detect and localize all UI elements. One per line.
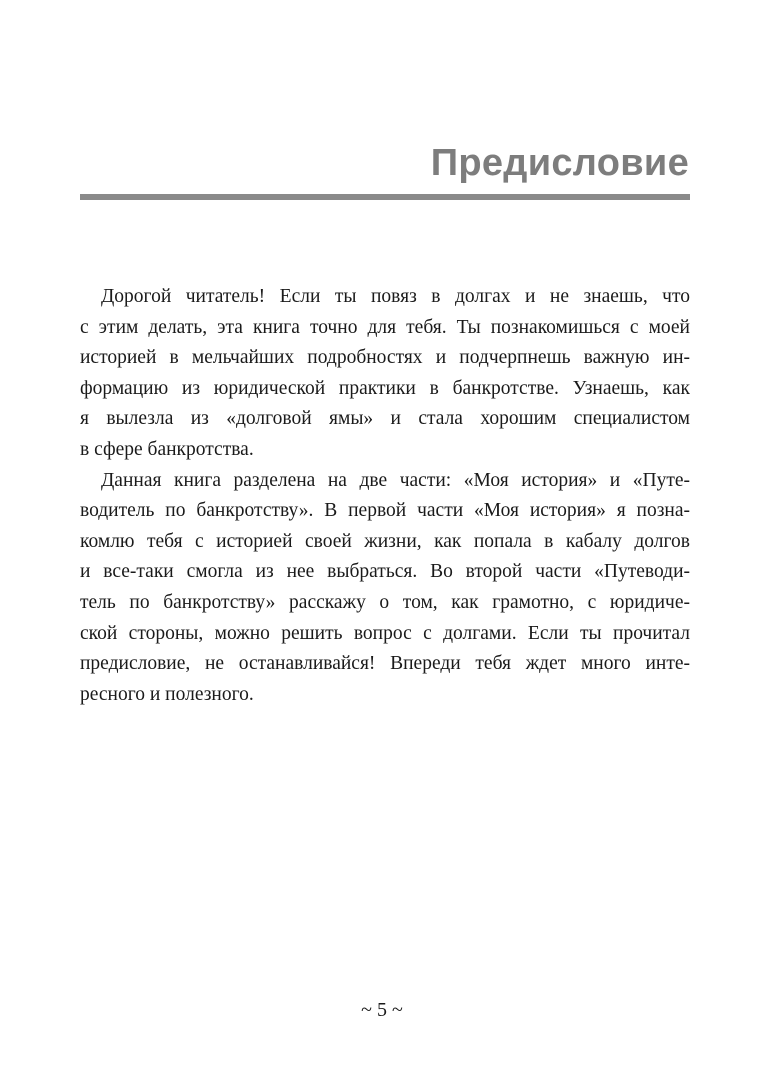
- text-line: историей в мельчайших подробностях и подчерпнешь важную ин-: [80, 347, 690, 369]
- text-line: Данная книга разделена на две части: «Моя история» и «Путе-: [101, 469, 690, 491]
- text-line: комлю тебя с историей своей жизни, как попала в кабалу долгов: [80, 530, 690, 552]
- text-line: тель по банкротству» расскажу о том, как грамотно, с юридиче-: [80, 591, 690, 613]
- text-line: в сфере банкротства.: [80, 438, 254, 460]
- paragraph-2: [80, 466, 690, 711]
- text-line: Дорогой читатель! Если ты повяз в долгах и не знаешь, что: [101, 286, 690, 307]
- text-line: ской стороны, можно решить вопрос с долгами. Если ты прочитал: [80, 622, 690, 644]
- text-line: формацию из юридической практики в банкротстве. Узнаешь, как: [80, 377, 690, 399]
- text-line: водитель по банкротству». В первой части «Моя история» я позна-: [80, 500, 690, 522]
- title-rule: [80, 194, 690, 200]
- text-line: я вылезла из «долговой ямы» и стала хорошим специалистом: [80, 408, 690, 430]
- page-title: Предисловие: [430, 142, 689, 184]
- text-line: предисловие, не останавливайся! Впереди тебя ждет много инте-: [80, 653, 690, 675]
- text-line: и все-таки смогла из нее выбраться. Во второй части «Путеводи-: [80, 561, 690, 583]
- paragraph-1: [80, 282, 690, 466]
- page-number: ~ 5 ~: [361, 999, 403, 1021]
- body-text: [80, 282, 690, 710]
- text-line: ресного и полезного.: [80, 683, 254, 705]
- text-line: с этим делать, эта книга точно для тебя. Ты познакомишься с моей: [80, 316, 690, 338]
